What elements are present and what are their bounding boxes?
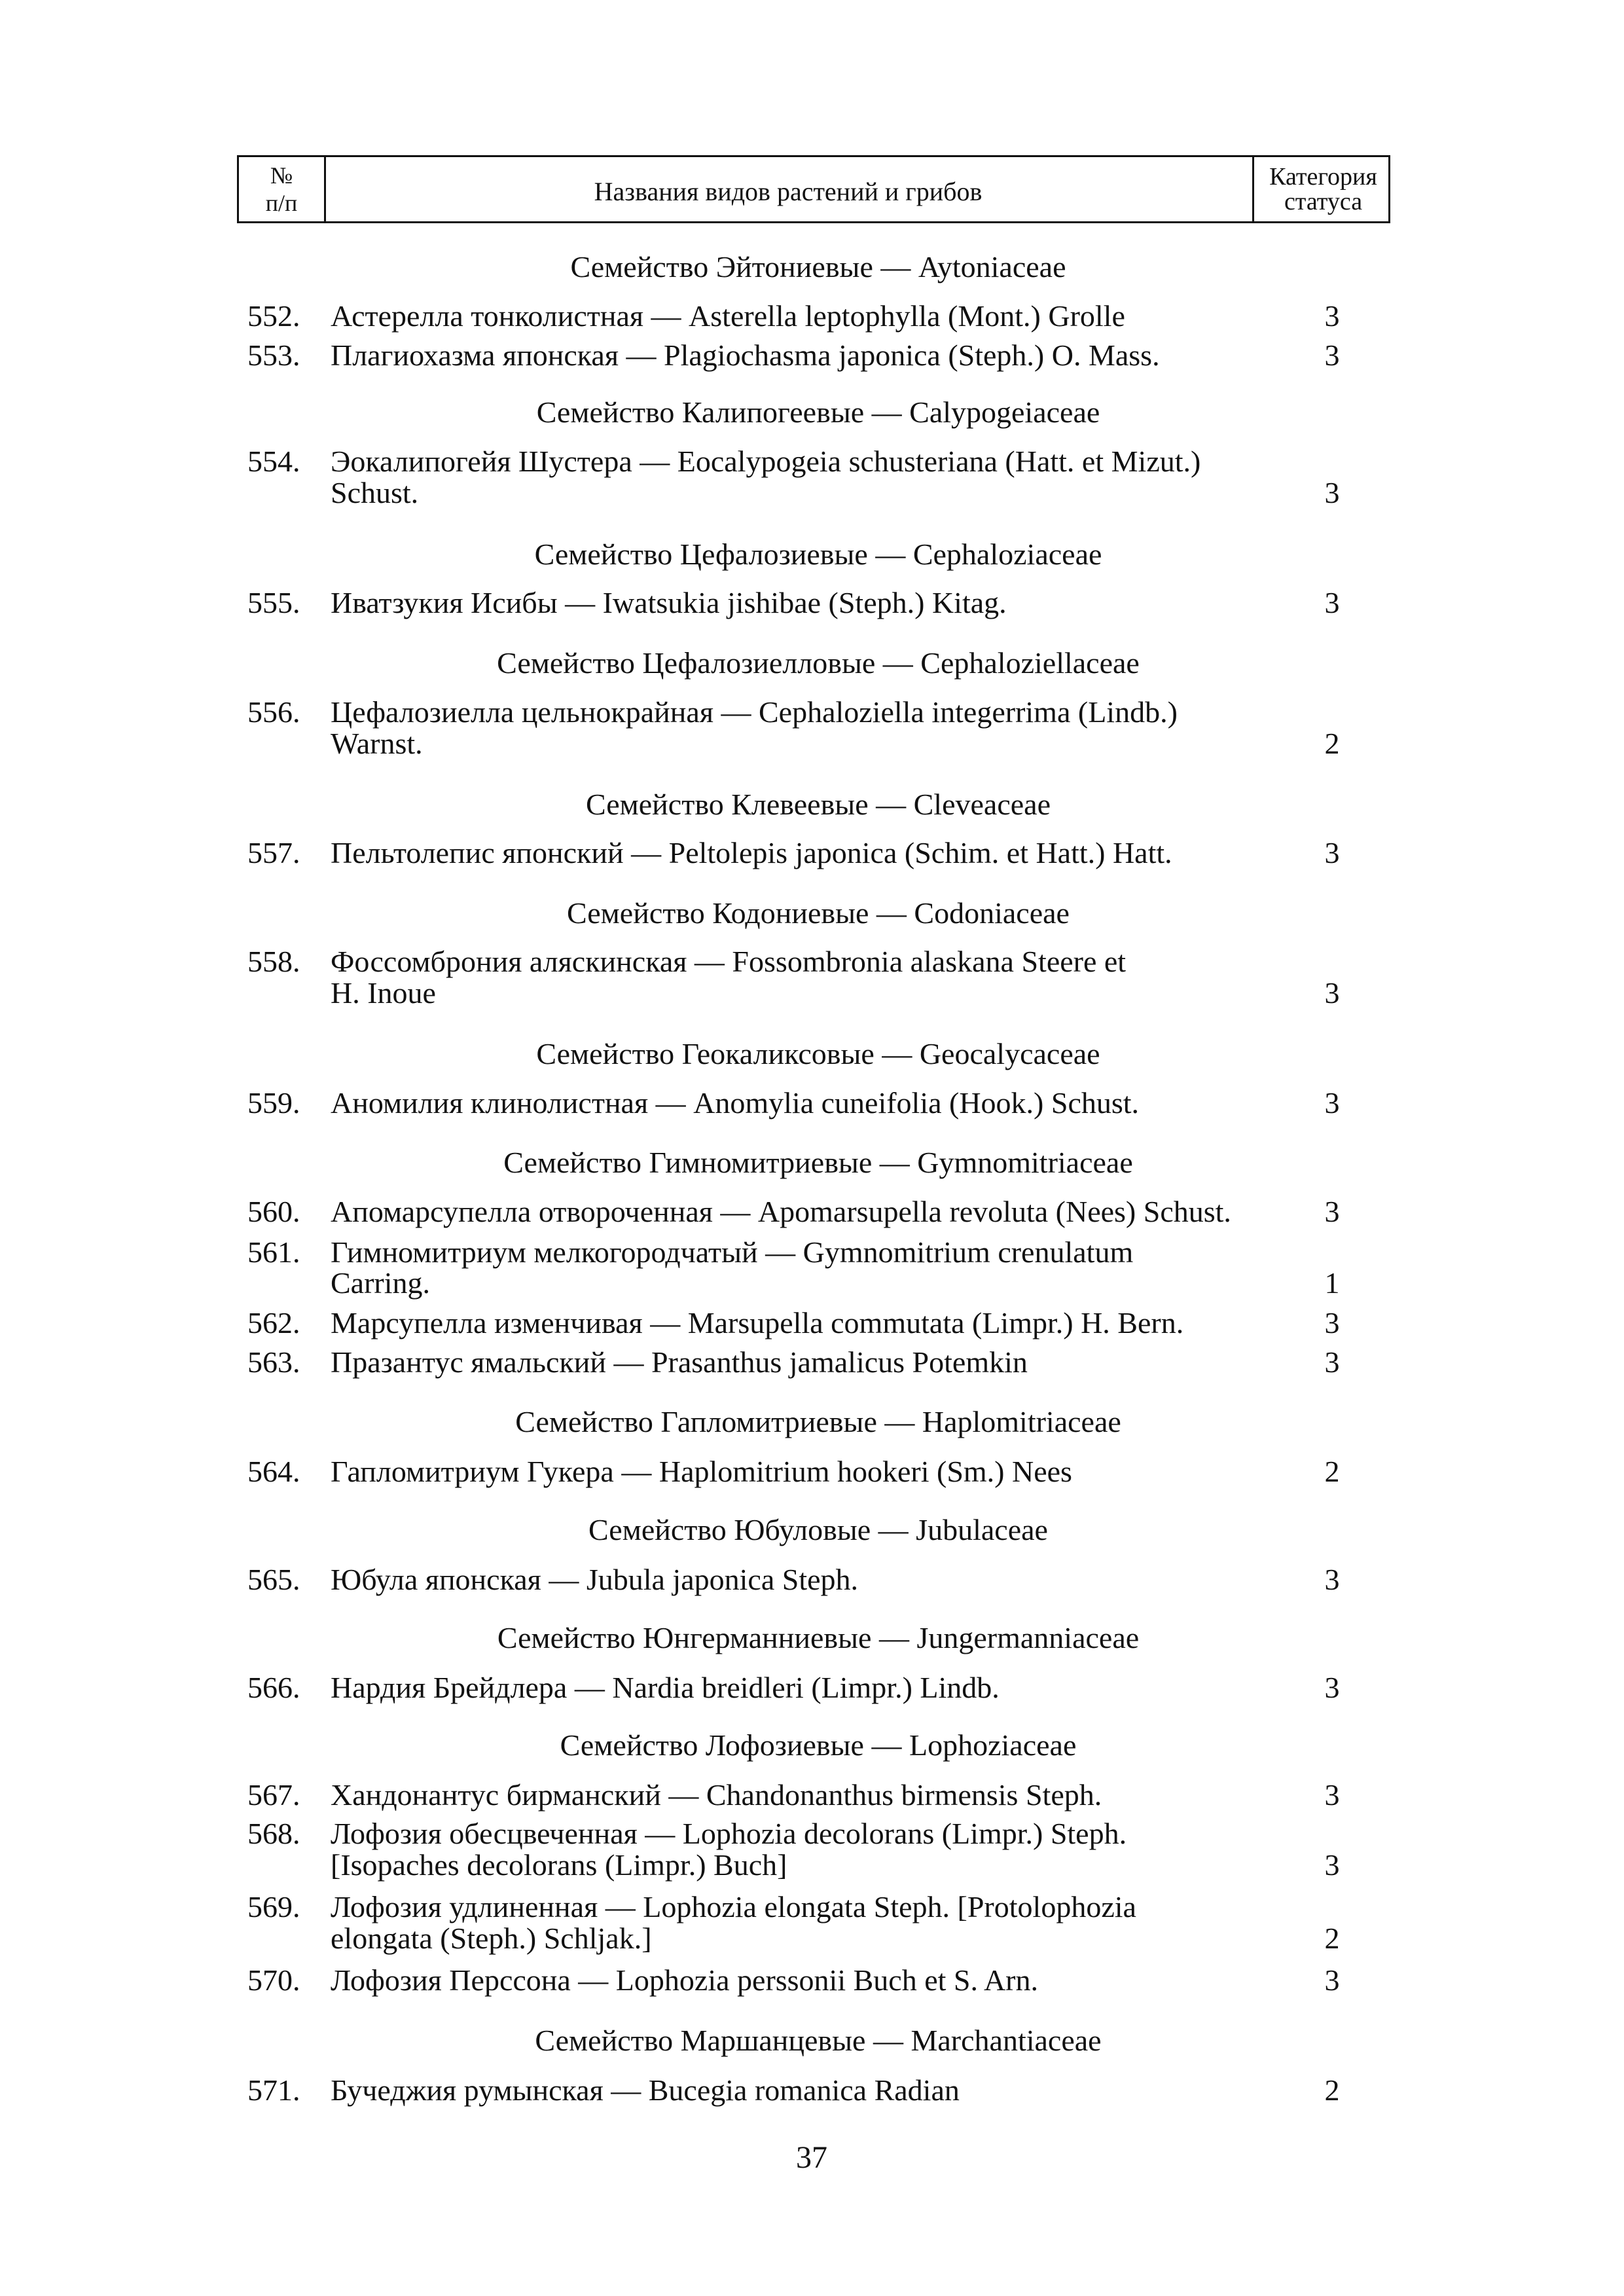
header-number-abbrev: п/п bbox=[265, 190, 298, 216]
entry-number: 567. bbox=[247, 1778, 300, 1812]
header-number-column bbox=[239, 157, 326, 221]
family-heading: Семейство Юбуловые — Jubulaceae bbox=[588, 1513, 1048, 1546]
header-name-label: Названия видов растений и грибов bbox=[594, 177, 983, 206]
entry-number: 571. bbox=[247, 2073, 300, 2107]
entry-number: 569. bbox=[247, 1890, 300, 1923]
entry-status: 3 bbox=[1324, 1563, 1340, 1596]
header-category-line2: статуса bbox=[1284, 188, 1363, 215]
entry-number: 560. bbox=[247, 1195, 300, 1228]
entry-name: Лофозия обесцвеченная — Lophozia decolorans (Limpr.) Steph. bbox=[331, 1817, 1127, 1850]
family-heading: Семейство Эйтониевые — Aytoniaceae bbox=[570, 250, 1066, 283]
family-heading: Семейство Цефалозиевые — Cephaloziaceae bbox=[534, 538, 1102, 571]
header-name-column bbox=[324, 157, 1252, 221]
entry-name: Аномилия клинолистная — Anomylia cuneifolia (Hook.) Schust. bbox=[331, 1086, 1140, 1120]
family-heading: Семейство Кодониевые — Codoniaceae bbox=[567, 896, 1070, 930]
entry-number: 565. bbox=[247, 1563, 300, 1596]
entry-number: 554. bbox=[247, 445, 300, 478]
entry-name: Лофозия удлиненная — Lophozia elongata Steph. [Protolophozia bbox=[331, 1890, 1136, 1923]
entry-name-continuation: Warnst. bbox=[331, 727, 423, 760]
entry-number: 557. bbox=[247, 836, 300, 869]
entry-status: 2 bbox=[1324, 727, 1340, 760]
entry-status: 3 bbox=[1324, 338, 1340, 372]
entry-name: Лофозия Перссона — Lophozia perssonii Buch et S. Arn. bbox=[331, 1963, 1038, 1997]
family-heading: Семейство Цефалозиелловые — Cephaloziellaceae bbox=[497, 646, 1140, 680]
entry-name: Хандонантус бирманский — Chandonanthus birmensis Steph. bbox=[331, 1778, 1102, 1812]
entry-number: 566. bbox=[247, 1671, 300, 1704]
entry-name: Пельтолепис японский — Peltolepis japonica (Schim. et Hatt.) Hatt. bbox=[331, 836, 1172, 869]
page-number: 37 bbox=[796, 2140, 827, 2175]
entry-status: 2 bbox=[1324, 1922, 1340, 1955]
entry-number: 556. bbox=[247, 695, 300, 729]
entry-status: 3 bbox=[1324, 1671, 1340, 1704]
entry-name: Марсупелла изменчивая — Marsupella commutata (Limpr.) H. Bern. bbox=[331, 1306, 1184, 1339]
entry-number: 559. bbox=[247, 1086, 300, 1120]
entry-name: Празантус ямальский — Prasanthus jamalicus Potemkin bbox=[331, 1345, 1028, 1379]
entry-name-continuation: Schust. bbox=[331, 476, 419, 509]
family-heading: Семейство Гимномитриевые — Gymnomitriaceae bbox=[503, 1146, 1133, 1179]
entry-status: 3 bbox=[1324, 1195, 1340, 1228]
entry-number: 552. bbox=[247, 299, 300, 333]
entry-name: Эокалипогейя Шустера — Eocalypogeia schusteriana (Hatt. et Mizut.) bbox=[331, 445, 1201, 478]
entry-number: 564. bbox=[247, 1455, 300, 1488]
entry-status: 3 bbox=[1324, 1086, 1340, 1120]
entry-status: 3 bbox=[1324, 299, 1340, 333]
family-heading: Семейство Калипогеевые — Calypogeiaceae bbox=[536, 395, 1100, 429]
entry-number: 555. bbox=[247, 586, 300, 619]
entry-name-continuation: elongata (Steph.) Schljak.] bbox=[331, 1922, 652, 1955]
header-category-column bbox=[1252, 157, 1392, 221]
entry-number: 562. bbox=[247, 1306, 300, 1339]
header-number-symbol: № bbox=[270, 162, 293, 189]
entry-status: 3 bbox=[1324, 1848, 1340, 1882]
entry-number: 558. bbox=[247, 945, 300, 978]
entry-name: Юбула японская — Jubula japonica Steph. bbox=[331, 1563, 859, 1596]
entry-name-continuation: [Isopaches decolorans (Limpr.) Buch] bbox=[331, 1848, 787, 1882]
entry-status: 3 bbox=[1324, 1778, 1340, 1812]
entry-number: 553. bbox=[247, 338, 300, 372]
entry-name: Астерелла тонколистная — Asterella leptophylla (Mont.) Grolle bbox=[331, 299, 1125, 333]
family-heading: Семейство Лофозиевые — Lophoziaceae bbox=[560, 1728, 1077, 1762]
family-heading: Семейство Геокаликсовые — Geocalycaceae bbox=[536, 1037, 1100, 1070]
entry-number: 561. bbox=[247, 1235, 300, 1269]
entry-name-continuation: Carring. bbox=[331, 1266, 431, 1300]
entry-name: Иватзукия Исибы — Iwatsukia jishibae (Steph.) Kitag. bbox=[331, 586, 1007, 619]
entry-status: 2 bbox=[1324, 2073, 1340, 2107]
family-heading: Семейство Юнгерманниевые — Jungermanniaceae bbox=[497, 1621, 1140, 1654]
entry-name: Фоссомброния аляскинская — Fossombronia alaskana Steere et bbox=[331, 945, 1127, 978]
entry-name: Гимномитриум мелкогородчатый — Gymnomitrium crenulatum bbox=[331, 1235, 1134, 1269]
entry-name: Плагиохазма японская — Plagiochasma japonica (Steph.) O. Mass. bbox=[331, 338, 1160, 372]
entry-status: 3 bbox=[1324, 836, 1340, 869]
entry-status: 3 bbox=[1324, 586, 1340, 619]
entry-status: 3 bbox=[1324, 1306, 1340, 1339]
entry-name: Цефалозиелла цельнокрайная — Cephaloziella integerrima (Lindb.) bbox=[331, 695, 1178, 729]
entry-number: 563. bbox=[247, 1345, 300, 1379]
entry-status: 3 bbox=[1324, 1345, 1340, 1379]
family-heading: Семейство Маршанцевые — Marchantiaceae bbox=[535, 2024, 1102, 2057]
header-category-line1: Категория bbox=[1269, 163, 1377, 191]
entry-status: 3 bbox=[1324, 476, 1340, 509]
entry-name: Нардия Брейдлера — Nardia breidleri (Limpr.) Lindb. bbox=[331, 1671, 1000, 1704]
table-header bbox=[237, 155, 1390, 223]
entry-name: Бучеджия румынская — Bucegia romanica Radian bbox=[331, 2073, 960, 2107]
entry-status: 1 bbox=[1324, 1266, 1340, 1300]
entry-number: 568. bbox=[247, 1817, 300, 1850]
entry-name: Апомарсупелла отвороченная — Apomarsupella revoluta (Nees) Schust. bbox=[331, 1195, 1231, 1228]
family-heading: Семейство Клевеевые — Cleveaceae bbox=[586, 788, 1051, 821]
family-heading: Семейство Гапломитриевые — Haplomitriaceae bbox=[515, 1405, 1121, 1438]
entry-name: Гапломитриум Гукера — Haplomitrium hookeri (Sm.) Nees bbox=[331, 1455, 1072, 1488]
entry-status: 3 bbox=[1324, 976, 1340, 1010]
entry-name-continuation: H. Inoue bbox=[331, 976, 436, 1010]
entry-number: 570. bbox=[247, 1963, 300, 1997]
entry-status: 3 bbox=[1324, 1963, 1340, 1997]
entry-status: 2 bbox=[1324, 1455, 1340, 1488]
